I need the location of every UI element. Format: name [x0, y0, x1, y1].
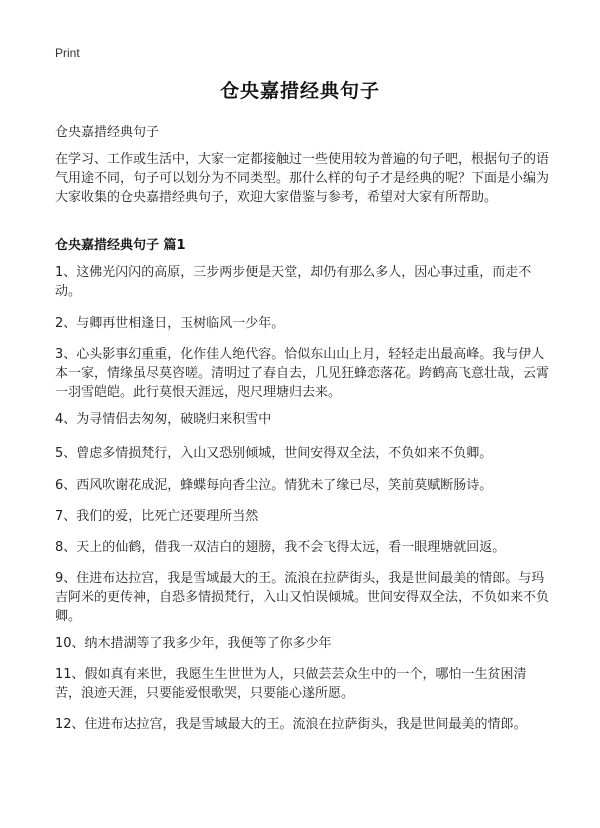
- section-heading: 仓央嘉措经典句子 篇1: [55, 238, 186, 253]
- list-item: 7、我们的爱，比死亡还要理所当然: [55, 509, 259, 524]
- list-item: 10、纳木措湖等了我多少年，我便等了你多少年: [55, 636, 332, 651]
- list-item: 9、住进布达拉宫，我是雪域最大的王。流浪在拉萨街头，我是世间最美的情郎。与玛吉阿米的更传神，自恐多情损梵行，入山又怕误倾城。世间安得双全法，不负如来不负卿。: [55, 571, 550, 624]
- print-link[interactable]: Print: [55, 46, 80, 60]
- list-item: 12、住进布达拉宫，我是雪域最大的王。流浪在拉萨街头，我是世间最美的情郎。: [55, 717, 527, 732]
- list-item: 1、这佛光闪闪的高原，三步两步便是天堂，却仍有那么多人，因心事过重，而走不动。: [55, 265, 532, 299]
- list-item: 11、假如真有来世，我愿生生世世为人，只做芸芸众生中的一个，哪怕一生贫困清苦，浪迹天涯，只要能爱恨歌哭，只要能心遂所愿。: [55, 667, 527, 701]
- document-subtitle: 仓央嘉措经典句子: [55, 125, 160, 140]
- list-item: 4、为寻情侣去匆匆，破晓归来积雪中: [55, 412, 272, 427]
- intro-paragraph: 在学习、工作或生活中，大家一定都接触过一些使用较为普遍的句子吧，根据句子的语气用途不同，句子可以划分为不同类型。那什么样的句子才是经典的呢？下面是小编为大家收集的仓央嘉措经典句子，欢迎大家借鉴与参考，希望对大家有所帮助。: [55, 152, 550, 205]
- page-title: 仓央嘉措经典句子: [219, 80, 380, 102]
- list-item: 2、与卿再世相逢日，玉树临风一少年。: [55, 316, 285, 331]
- list-item: 6、西风吹谢花成泥，蜂蝶每向香尘泣。情犹未了缘已尽，笑前莫赋断肠诗。: [55, 478, 493, 493]
- list-item: 3、心头影事幻重重，化作佳人绝代容。恰似东山山上月，轻轻走出最高峰。我与伊人本一家，情缘虽尽莫咨嗟。清明过了春自去，几见狂蜂恋落花。跨鹤高飞意壮哉，云霄一羽雪皑皑。此行莫恨天涯远，咫尺理塘归去来。: [55, 347, 550, 400]
- list-item: 5、曾虑多情损梵行，入山又恐别倾城，世间安得双全法，不负如来不负卿。: [55, 446, 493, 461]
- list-item: 8、天上的仙鹤，借我一双洁白的翅膀，我不会飞得太远，看一眼理塘就回返。: [55, 540, 506, 555]
